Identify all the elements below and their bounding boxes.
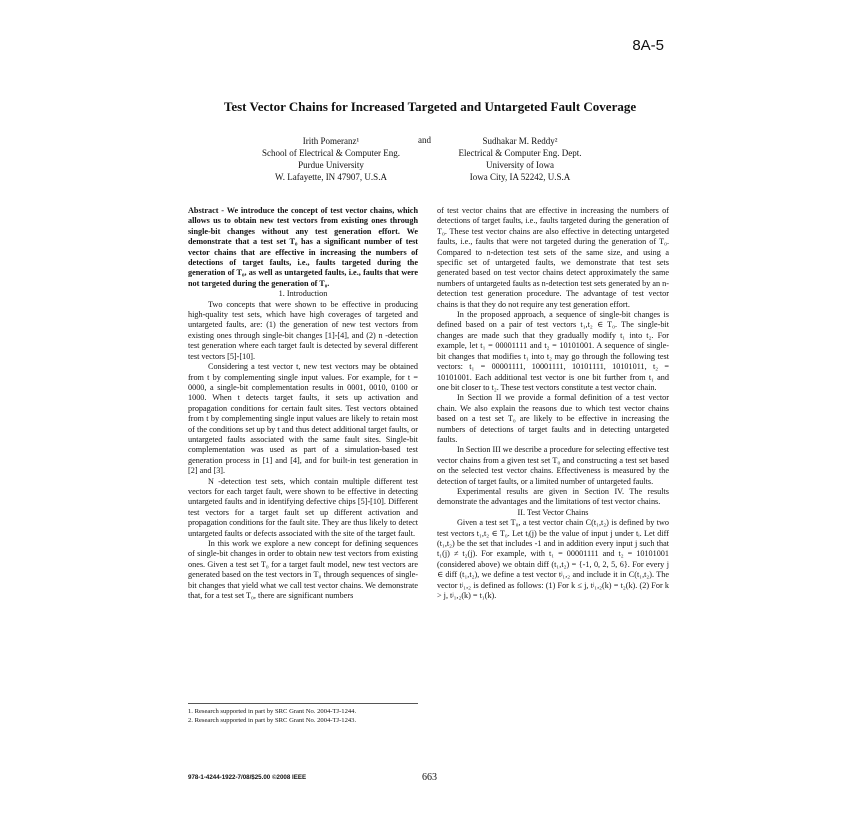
author-block-left — [246, 135, 416, 183]
right-column — [437, 206, 669, 601]
left-column — [188, 206, 418, 601]
abstract: Abstract - We introduce the concept of test vector chains, which allows us to obtain new test vectors from existing ones through single-bit changes without any test generation effort. We demonstrate that a test set T₀ has a significant number of test vector chains that are effective in increasing the numbers of detections of target faults, i.e., faults targeted during the generation of T₀, as well as untargeted faults, i.e., faults that were not targeted during the generation of T₀. — [188, 206, 418, 288]
footnotes — [188, 703, 418, 725]
author-city: W. Lafayette, IN 47907, U.S.A — [275, 172, 387, 182]
author-city: Iowa City, IA 52242, U.S.A — [469, 172, 571, 182]
copyright-line: 978-1-4244-1922-7/08/$25.00 ©2008 IEEE — [188, 774, 307, 781]
paragraph: Experimental results are given in Section IV. The results demonstrate the advantages and the limitations of test vector chains. — [437, 486, 669, 507]
paragraph: In Section III we describe a procedure for selecting effective test vector chains from a given test set T₀ and constructing a test set based on the selected test vector chains. Effectiveness is measured by the detection of target faults, or a limited number of untargeted faults. — [437, 445, 669, 486]
section-heading-introduction: 1. Introduction — [278, 289, 328, 299]
author-university: Purdue University — [298, 160, 364, 170]
section-heading-test-vector-chains: II. Test Vector Chains — [517, 507, 589, 517]
footnote: 2. Research supported in part by SRC Grant No. 2004-TJ-1243. — [188, 717, 357, 724]
paragraph: In Section II we provide a formal definition of a test vector chain. We also explain the reasons due to which test vector chains based on a test set T₀ are likely to be effective in increasing the numbers of detections of target faults and in detecting untargeted faults. — [437, 393, 669, 444]
page-number: 663 — [422, 772, 437, 783]
author-affiliation: Electrical & Computer Eng. Dept. — [458, 148, 582, 158]
session-label: 8A-5 — [632, 37, 664, 54]
author-affiliation: School of Electrical & Computer Eng. — [262, 148, 400, 158]
paragraph: In this work we explore a new concept for defining sequences of single-bit changes in order to obtain new test vectors from existing ones. Given a test set T₀ for a target fault model, new test vectors are generated based on the test vectors in T₀ through sequences of single-bit changes that yield what we call test vector chains. We demonstrate that, for a test set T₀, there are significant numbers — [188, 539, 418, 601]
author-block-right — [440, 135, 600, 183]
paragraph: Two concepts that were shown to be effective in producing high-quality test sets, which have high coverages of targeted and untargeted faults, are: (1) the generation of new test vectors from existing ones through single-bit changes [1]-[4], and (2) n -detection test generation where each target fault is detected by several different test vectors [5]-[10]. — [188, 299, 418, 361]
footnote: 1. Research supported in part by SRC Grant No. 2004-TJ-1244. — [188, 708, 357, 715]
paragraph: Considering a test vector t, new test vectors may be obtained from t by complementing single input values. For example, for t = 0000, a single-bit complementation results in 0001, 0010, 0100 or 1000. When t detects target faults, it sets up activation and propagation conditions for certain fault sites. Test vectors obtained from t by complementing single input values are likely to retain most of the conditions set up by t and thus detect additional target faults, or untargeted faults associated with the same fault sites. Single-bit complementation was used as part of a simulation-based test generation process in [1] and [4], and for built-in test generation in [2] and [3]. — [188, 362, 418, 476]
paragraph: of test vector chains that are effective in increasing the numbers of detections of target faults, i.e., faults targeted during the generation of T₀. These test vector chains are also effective in detecting untargeted faults, i.e., faults that were not targeted during the generation of T₀. Compared to n-detection test sets of the same size, and using a specific set of untargeted faults, we demonstrate that test sets generated based on test vector chains detect approximately the same numbers of untargeted faults as n-detection test sets generated by an n-detection test generation procedure. The advantage of test vector chains is that they do not require any test generation effort. — [437, 206, 669, 309]
paragraph: In the proposed approach, a sequence of single-bit changes is defined based on a pair of test vectors t₁,t₂ ∈ T₀. The single-bit changes are made such that they gradually modify t₁ into t₂. For example, let t₁ = 00001111 and t₂ = 10101001. A sequence of single-bit changes that modifies t₁ into t₂ may go through the following test vectors: t₁ = 00001111, 10001111, 10101111, 10101011, t₂ = 10101001. Each additional test vector is one bit further from t₁ and one bit closer to t₂. These test vectors constitute a test vector chain. — [437, 310, 669, 392]
author-name: Sudhakar M. Reddy² — [482, 136, 558, 146]
paragraph: Given a test set T₀, a test vector chain C(t₁,t₂) is defined by two test vectors t₁,t₂ ∈ T₀. Let tᵢ(j) be the value of input j under tᵢ. Let diff (t₁,t₂) be the set that includes -1 and in addition every input j such that t₁(j) ≠ t₂(j). For example, with t₁ = 00001111 and t₂ = 10101001 (considered above) we obtain diff (t₁,t₂) = {-1, 0, 2, 5, 6}. For every j ∈ diff (t₁,t₂), we define a test vector tʲ₁,₂ and include it in C(t₁,t₂). The vector tʲ₁,₂ is defined as follows: (1) For k ≤ j, tʲ₁,₂(k) = t₂(k). (2) For k > j, tʲ₁,₂(k) = t₁(k). — [437, 518, 669, 601]
paragraph: N -detection test sets, which contain multiple different test vectors for each target fault, were shown to be effective in detecting untargeted faults and in identifying defective chips [5]-[10]. Different test vectors for a target fault set up different activation and propagation conditions for the fault site. They are thus likely to detect untargeted faults or defects associated with the site of the target fault. — [188, 476, 418, 538]
paper-title: Test Vector Chains for Increased Targeted and Untargeted Fault Coverage — [223, 99, 637, 114]
author-and: and — [418, 135, 431, 145]
author-university: University of Iowa — [486, 160, 554, 170]
author-name: Irith Pomeranz¹ — [302, 136, 360, 146]
